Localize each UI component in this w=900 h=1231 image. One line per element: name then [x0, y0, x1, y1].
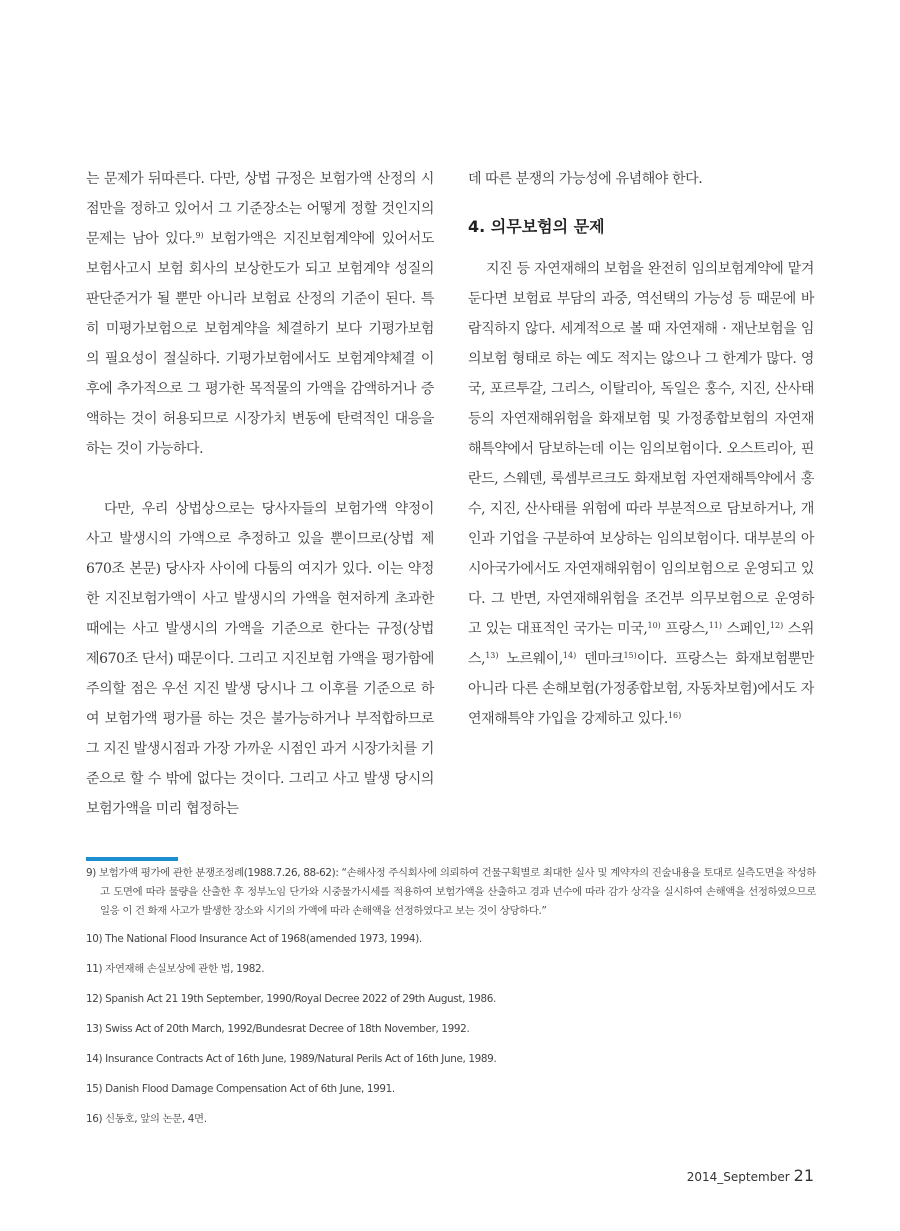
paragraph-text: 지진 등 자연재해의 보험을 완전히 임의보험계약에 맡겨둔다면 보험료 부담의 과중, 역선택의 가능성 등 때문에 바람직하지 않다. 세계적으로 볼 때 자연재해 · 재난보험을 임의보험 형태로 하는 예도 적지는 않으나 그 한계가 많다. 영국, 포르투갈, 그리스, 이탈리아, 독일은 홍수, 지진, 산사태 등의 자연재해위험을 화재보험 및 가정종합보험의 자연재해특약에서 담보하는데 이는 임의보험이다. 오스트리아, 핀란드, 스웨덴, 룩셈부르크도 화재보험 자연재해특약에서 홍수, 지진, 산사태를 위험에 따라 부분적으로 담보하거나, 개인과 기업을 구분하여 보상하는 임의보험이다. 대부분의 아시아국가에서도 자연재해위험이 임의보험으로 운영되고 있다. 그 반면, 자연재해위험을 조건부 의무보험으로 운영하고 있는 대표적인 국가는 미국, [468, 261, 814, 637]
section-heading: 4. 의무보험의 문제 [468, 217, 605, 236]
footnote-item: 15) Danish Flood Damage Compensation Act of 6th June, 1991. [86, 1083, 395, 1095]
page-number: 21 [793, 1166, 814, 1185]
paragraph-text: 프랑스, [660, 621, 709, 637]
footnote-ref[interactable]: 9) [195, 231, 204, 240]
body-paragraph: 다만, 우리 상법상으로는 당사자들의 보험가액 약정이 사고 발생시의 가액으로 추정하고 있을 뿐이므로(상법 제 670조 본문) 당사자 사이에 다툼의 여지가 있다. 이는 약정한 지진보험가액이 사고 발생시의 가액을 현저하게 초과한 때에는 사고 발생시의 가액을 기준으로 한다는 규정(상법 제670조 단서) 때문이다. 그리고 지진보험 가액을 평가함에 주의할 점은 우선 지진 발생 당시나 그 이후를 기준으로 하여 보험가액 평가를 하는 것은 불가능하거나 부적합하므로 그 지진 발생시점과 가장 가까운 시점인 과거 시장가치를 기준으로 할 수 밖에 없다는 것이다. 그리고 사고 발생 당시의 보험가액을 미리 협정하는 [86, 501, 434, 817]
page-footer [687, 1166, 814, 1185]
paragraph-text: 는 문제가 뒤따른다. 다만, 상법 규정은 보험가액 산정의 시점만을 정하고 있어서 그 기준장소는 어떻게 정할 것인지의 문제는 남아 있다. [86, 171, 434, 247]
footnotes [86, 864, 816, 1140]
footnote-ref[interactable]: 11) [708, 621, 723, 630]
footnote-divider [86, 857, 178, 861]
footnote-item: 9) 보험가액 평가에 관한 분쟁조정례(1988.7.26, 88-62): “손해사정 주식회사에 의뢰하여 건물구획별로 최대한 실사 및 계약자의 진술내용을 토대로 실측도면을 작성하고 도면에 따라 물량을 산출한 후 정부노임 단가와 시중물가시세를 적용하여 보험가액을 산출하고 경과 년수에 따라 감가 상각을 실시하여 손해액을 선정하였으므로 일응 이 건 화재 사고가 발생한 장소와 시기의 가액에 따라 손해액을 선정하였다고 보는 것이 상당하다.” [86, 867, 816, 917]
body-paragraph [468, 254, 814, 734]
footnote-item: 14) Insurance Contracts Act of 16th June, 1989/Natural Perils Act of 16th June, 1989. [86, 1053, 497, 1065]
footnote-item: 10) The National Flood Insurance Act of 1968(amended 1973, 1994). [86, 933, 422, 945]
issue-label: 2014_September [686, 1170, 790, 1184]
body-paragraph: 데 따른 분쟁의 가능성에 유념해야 한다. [468, 171, 703, 187]
footnote-ref[interactable]: 16) [667, 711, 682, 720]
footnote-ref[interactable]: 14) [562, 651, 577, 660]
paragraph-text: 이다. 프랑스는 화재보험뿐만 아니라 다른 손해보험(가정종합보험, 자동차보험)에서도 자연재해특약 가입을 강제하고 있다. [468, 651, 814, 727]
left-column [86, 164, 434, 824]
footnote-item: 16) 신동호, 앞의 논문, 4면. [86, 1113, 207, 1125]
paragraph-text: 스페인, [722, 621, 770, 637]
footnote-ref[interactable]: 10) [647, 621, 661, 630]
footnote-item: 12) Spanish Act 21 19th September, 1990/Royal Decree 2022 of 29th August, 1986. [86, 993, 496, 1005]
body-paragraph [86, 164, 434, 464]
footnote-ref[interactable]: 12) [769, 621, 784, 630]
paragraph-gap [86, 464, 434, 494]
footnote-ref[interactable]: 13) [485, 651, 499, 660]
paragraph-text: 보험가액은 지진보험계약에 있어서도 보험사고시 보험 회사의 보상한도가 되고 보험계약 성질의 판단준거가 될 뿐만 아니라 보험료 산정의 기준이 된다. 특히 미평가보험으로 보험계약을 체결하기 보다 기평가보험의 필요성이 절실하다. 기평가보험에서도 보험계약체결 이후에 추가적으로 그 평가한 목적물의 가액을 감액하거나 증액하는 것이 허용되므로 시장가치 변동에 탄력적인 대응을 하는 것이 가능하다. [86, 231, 434, 457]
footnote-item: 13) Swiss Act of 20th March, 1992/Bundesrat Decree of 18th November, 1992. [86, 1023, 470, 1035]
paragraph-text: 노르웨이, [498, 651, 563, 667]
right-column [468, 164, 814, 734]
footnote-item: 11) 자연재해 손실보상에 관한 법, 1982. [86, 963, 265, 975]
footnote-ref[interactable]: 15) [623, 651, 637, 660]
paragraph-text: 스위스, [468, 621, 814, 667]
paragraph-text: 덴마크 [576, 651, 624, 667]
